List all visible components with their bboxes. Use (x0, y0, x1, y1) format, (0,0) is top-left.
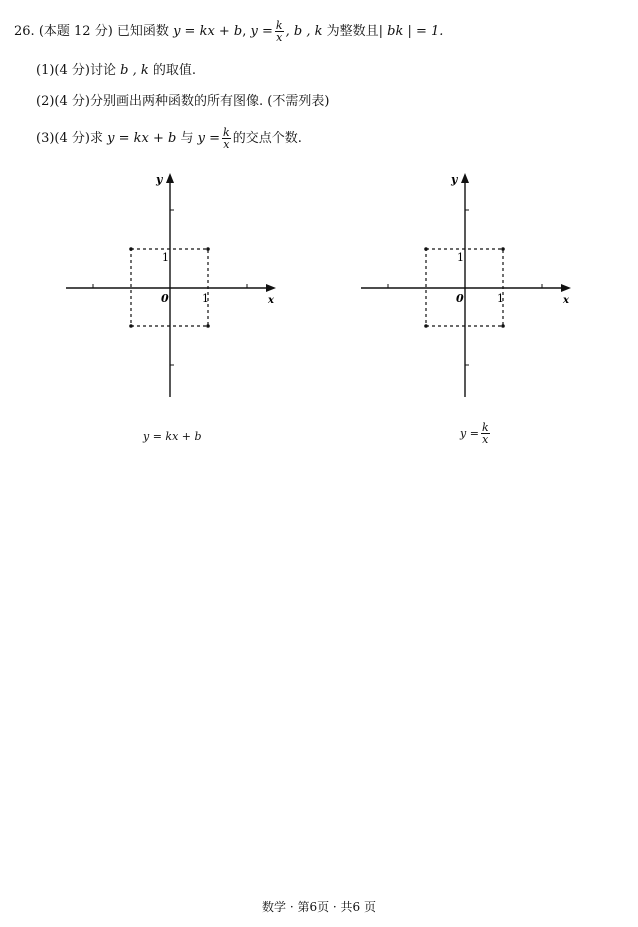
x-axis-arrow (561, 284, 571, 292)
part-label: (3) (36, 131, 55, 146)
fraction-denominator: x (482, 433, 489, 446)
part-variables: b , k (120, 63, 149, 78)
y-axis-arrow (461, 173, 469, 183)
corner-point (424, 247, 428, 251)
function-linear: y = kx + b (173, 24, 243, 39)
page-footer: 数学 · 第6页 · 共6 页 (262, 900, 376, 914)
fraction-numerator: k (481, 421, 489, 434)
fraction-denominator: x (276, 31, 283, 44)
origin-label: 0 (161, 292, 169, 305)
fraction-denominator: x (223, 138, 230, 151)
fraction-numerator: k (275, 19, 283, 32)
corner-point (501, 247, 505, 251)
y-axis-label: y (156, 173, 163, 186)
question-number: 26. (14, 24, 35, 39)
part-points: (4 分) (54, 63, 90, 78)
x-axis-label: x (268, 295, 274, 306)
condition-text: 为整数且 (326, 24, 379, 39)
comma: , (242, 24, 247, 39)
fraction-k-over-x (481, 422, 490, 445)
coordinate-grid-reciprocal (355, 165, 595, 405)
x-axis-label: x (563, 295, 569, 306)
question-header-text: (本题 12 分) 已知函数 (38, 24, 169, 39)
function-linear: y = kx + b (107, 131, 177, 146)
part-label: (2) (36, 94, 55, 109)
graph-caption-linear: y = kx + b (143, 430, 202, 443)
corner-point (501, 324, 505, 328)
y-axis-arrow (166, 173, 174, 183)
origin-label: 0 (456, 292, 464, 305)
part-label: (1) (36, 63, 55, 78)
x-one-label: 1 (497, 292, 504, 305)
x-one-label: 1 (202, 292, 209, 305)
part-3 (36, 127, 302, 150)
graph-caption-reciprocal (460, 422, 492, 445)
y-one-label: 1 (162, 251, 169, 264)
part-2 (36, 93, 329, 111)
corner-point (424, 324, 428, 328)
variables: , b , k (285, 24, 323, 39)
corner-point (129, 324, 133, 328)
coordinate-grid-linear (60, 165, 300, 405)
part-points: (4 分) (54, 94, 90, 109)
y-one-label: 1 (457, 251, 464, 264)
part-text: 求 (89, 131, 103, 146)
fraction-k-over-x (222, 127, 231, 150)
part-text: 的取值. (152, 63, 197, 78)
part-text: 与 (180, 131, 194, 146)
corner-point (129, 247, 133, 251)
question-header (14, 20, 443, 43)
x-axis-arrow (266, 284, 276, 292)
y-axis-label: y (451, 173, 458, 186)
caption-prefix: y = (460, 427, 479, 440)
absolute-value-expression: | bk | = 1. (378, 24, 444, 39)
function-reciprocal-prefix: y = (197, 131, 221, 146)
part-1 (36, 62, 196, 80)
corner-point (206, 247, 210, 251)
part-text: 讨论 (89, 63, 116, 78)
function-reciprocal-prefix: y = (250, 24, 273, 39)
corner-point (206, 324, 210, 328)
fraction-numerator: k (223, 126, 230, 139)
part-text: 分别画出两种函数的所有图像. (不需列表) (89, 94, 330, 109)
fraction-k-over-x (275, 20, 284, 43)
part-points: (4 分) (54, 131, 90, 146)
part-text: 的交点个数. (232, 131, 302, 146)
